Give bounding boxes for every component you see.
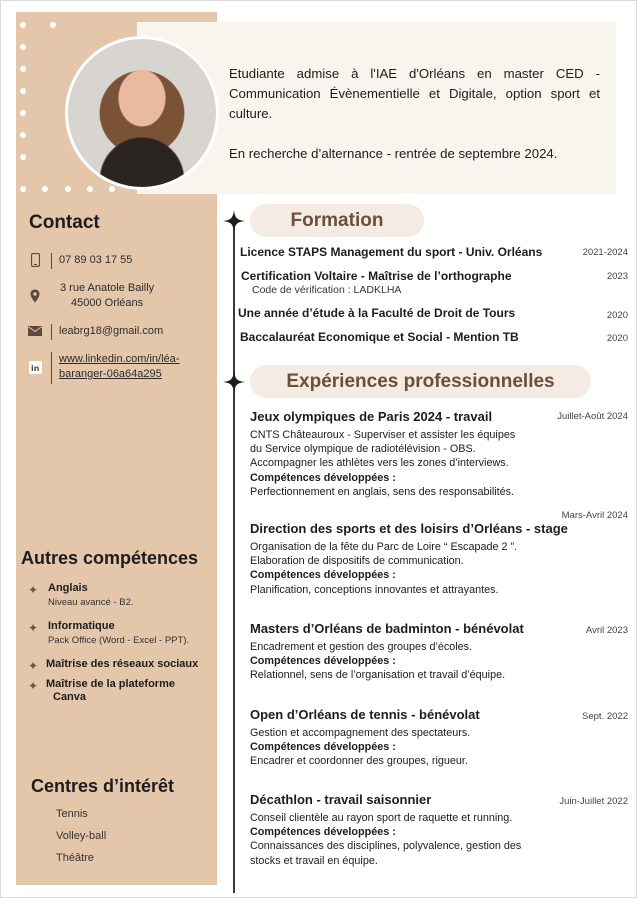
formation-item-sub: Code de vérification : LADKLHA <box>252 284 402 296</box>
sparkle-icon <box>223 371 245 393</box>
experience-title: Masters d’Orléans de badminton - bénévolat <box>250 621 524 636</box>
formation-item-title: Certification Voltaire - Maîtrise de l’orthographe <box>241 269 512 283</box>
experience-skills: Encadrer et coordonner des groupes, rigueur. <box>250 755 468 768</box>
contact-email <box>28 324 163 340</box>
skill-desc: Canva <box>53 691 87 703</box>
svg-text:in: in <box>30 363 39 373</box>
experience-skills: Planification, conceptions innovantes et attrayantes. <box>250 583 499 596</box>
skill-name: Informatique <box>48 620 115 632</box>
experience-line: Encadrement et gestion des groupes d’écoles. <box>250 641 473 653</box>
experience-skills: stocks et travail en équipe. <box>250 854 378 867</box>
experience-line: CNTS Châteauroux - Superviser et assister les équipes <box>250 429 516 441</box>
experience-date: Juillet-Août 2024 <box>557 411 628 422</box>
contact-separator <box>51 324 52 340</box>
experience-item <box>250 792 630 868</box>
sparkle-icon: ✦ <box>28 679 39 693</box>
contact-title: Contact <box>29 212 100 233</box>
experience-line: du Service olympique de radiotélévision - OBS. <box>250 443 476 456</box>
skills-developed-label: Compétences développées : <box>250 569 396 582</box>
interest-item: Volley-ball <box>56 830 107 842</box>
contact-address <box>28 281 154 311</box>
linkedin-line-1: www.linkedin.com/in/léa- <box>59 353 180 365</box>
skills-title: Autres compétences <box>21 548 199 568</box>
phone-icon <box>28 253 42 267</box>
experience-date: Sept. 2022 <box>582 711 628 722</box>
skill-desc: Niveau avancé - B2. <box>48 597 134 608</box>
experience-title: Jeux olympiques de Paris 2024 - travail <box>250 409 493 424</box>
linkedin-icon <box>28 360 42 374</box>
experience-title: Direction des sports et des loisirs d’Orléans - stage <box>250 521 568 536</box>
experience-date: Mars-Avril 2024 <box>561 510 628 521</box>
formation-item <box>241 269 631 283</box>
skill-name: Maîtrise des réseaux sociaux <box>46 658 199 670</box>
sparkle-icon <box>223 210 245 232</box>
formation-item <box>240 245 630 259</box>
formation-item-date: 2020 <box>606 333 628 344</box>
experience-line: Organisation de la fête du Parc de Loire “ Escapade 2 ”. <box>250 541 518 553</box>
timeline-line <box>233 221 235 893</box>
experience-item <box>250 707 630 769</box>
experience-line: Gestion et accompagnement des spectateurs. <box>250 727 471 739</box>
interest-item: Théâtre <box>56 852 94 864</box>
skills-developed-label: Compétences développées : <box>250 471 396 484</box>
contact-separator <box>51 253 52 269</box>
profile-photo <box>65 36 219 190</box>
experience-item <box>250 510 630 597</box>
formation-item-date: 2021-2024 <box>582 247 628 258</box>
linkedin-line-2: baranger-06a64a295 <box>59 368 162 380</box>
interest-item: Tennis <box>56 808 88 820</box>
skills-developed-label: Compétences développées : <box>250 826 396 839</box>
sparkle-icon: ✦ <box>28 621 39 635</box>
linkedin-link[interactable] <box>59 352 179 382</box>
sparkle-icon: ✦ <box>28 659 39 673</box>
interests-title: Centres d’intérêt <box>31 776 175 796</box>
experience-skills: Connaissances des disciplines, polyvalence, gestion des <box>250 840 522 853</box>
formation-title: Formation <box>250 204 424 237</box>
intro-text <box>229 64 600 164</box>
contact-linkedin <box>28 352 179 384</box>
experience-date: Avril 2023 <box>585 625 628 636</box>
intro-paragraph-2: En recherche d’alternance - rentrée de septembre 2024. <box>229 146 558 161</box>
skill-desc: Pack Office (Word - Excel - PPT). <box>48 635 190 646</box>
contact-phone <box>28 253 132 269</box>
experiences-title: Expériences professionnelles <box>250 365 591 398</box>
formation-item-title: Licence STAPS Management du sport - Univ. Orléans <box>240 245 543 259</box>
email-address[interactable]: leabrg18@gmail.com <box>59 325 164 337</box>
address-line-2: 45000 Orléans <box>71 297 144 309</box>
sparkle-icon: ✦ <box>28 583 39 597</box>
mail-icon <box>28 324 42 338</box>
formation-item <box>240 330 630 344</box>
experience-title: Décathlon - travail saisonnier <box>250 792 432 807</box>
skills-developed-label: Compétences développées : <box>250 741 396 754</box>
location-icon <box>28 289 42 303</box>
formation-item-title: Une année d’étude à la Faculté de Droit de Tours <box>238 306 516 320</box>
experience-line: Conseil clientèle au rayon sport de raquette et running. <box>250 812 513 824</box>
experience-date: Juin-Juillet 2022 <box>559 796 628 807</box>
contact-separator <box>51 352 52 384</box>
formation-item-title: Baccalauréat Economique et Social - Mention TB <box>240 330 519 344</box>
experience-item <box>250 621 630 683</box>
formation-item <box>238 306 628 320</box>
experience-skills: Relationnel, sens de l’organisation et travail d’équipe. <box>250 669 506 682</box>
phone-number: 07 89 03 17 55 <box>59 254 133 266</box>
experience-item <box>250 409 630 499</box>
skill-name: Maîtrise de la plateforme <box>46 678 175 690</box>
skills-developed-label: Compétences développées : <box>250 655 396 668</box>
experience-skills: Perfectionnement en anglais, sens des responsabilités. <box>250 485 515 498</box>
experience-line: Elaboration de dispositifs de communication. <box>250 555 464 568</box>
experience-line: Accompagner les athlètes vers les zones d’interviews. <box>250 457 509 470</box>
intro-paragraph-1: Etudiante admise à l'IAE d'Orléans en master CED - Communication Évènementielle et Digitale, option sport et culture. <box>229 66 600 121</box>
experience-title: Open d’Orléans de tennis - bénévolat <box>250 707 480 722</box>
formation-item-date: 2023 <box>606 271 628 282</box>
address-line-1: 3 rue Anatole Bailly <box>60 282 155 294</box>
formation-item-date: 2020 <box>606 310 628 321</box>
skill-name: Anglais <box>48 582 88 594</box>
